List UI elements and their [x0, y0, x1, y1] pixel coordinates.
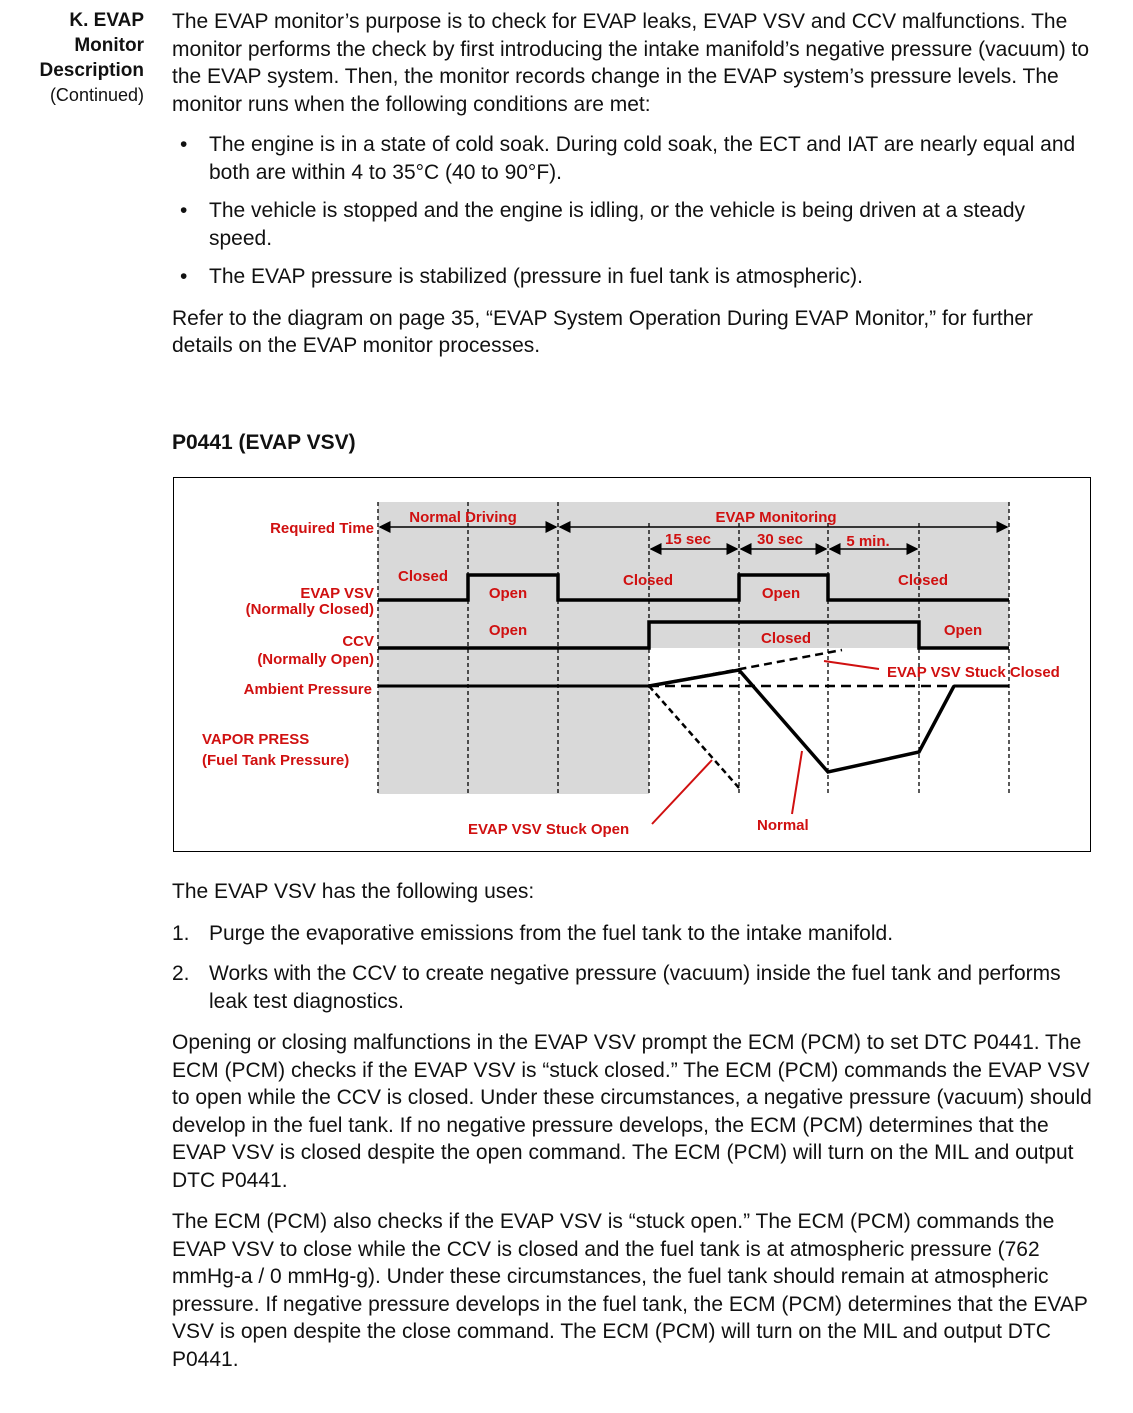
phase-15-sec: 15 sec: [665, 531, 711, 548]
sidebar-line-1: K. EVAP: [69, 10, 144, 31]
list-item: [172, 131, 1092, 186]
label-evap-vsv: EVAP VSV: [300, 585, 374, 602]
section-title: P0441 (EVAP VSV): [172, 431, 356, 454]
phase-30-sec: 30 sec: [757, 531, 803, 548]
bullet-icon: •: [180, 199, 188, 222]
list-item: [172, 920, 1092, 948]
list-item: [172, 197, 1092, 252]
state-ccv-closed: Closed: [760, 630, 812, 647]
phase-normal-driving: Normal Driving: [409, 509, 517, 526]
list-item: [172, 263, 1092, 291]
callout-normal: Normal: [757, 817, 809, 834]
stuck-open-trace: [649, 686, 739, 788]
stuck-closed-paragraph: Opening or closing malfunctions in the EVAP VSV prompt the ECM (PCM) to set DTC P0441. The ECM (PCM) checks if the EVAP VSV is “stuck closed.” The ECM (PCM) commands the EVAP VSV to open while the CCV is closed. Under these circumstances, a negative pressure (vacuum) should develop in the fuel tank. If no negative pressure develops, the ECM (PCM) determines that the EVAP VSV is closed despite the open command. The ECM (PCM) will turn on the MIL and output DTC P0441.: [172, 1031, 1092, 1192]
sidebar-line-2: Monitor: [74, 35, 144, 56]
intro-section: [172, 8, 1092, 360]
phase-evap-monitoring: EVAP Monitoring: [715, 509, 837, 526]
list-number: 2.: [172, 962, 190, 985]
callout-stuck-closed: EVAP VSV Stuck Closed: [887, 664, 1060, 681]
label-vapor-press: VAPOR PRESS: [202, 731, 310, 748]
list-text: Purge the evaporative emissions from the fuel tank to the intake manifold.: [209, 921, 894, 945]
bullet-text: The vehicle is stopped and the engine is idling, or the vehicle is being driven at a steady speed.: [209, 199, 1026, 250]
label-fuel-tank-pressure: (Fuel Tank Pressure): [202, 752, 350, 769]
stuck-open-paragraph: The ECM (PCM) also checks if the EVAP VSV is “stuck open.” The ECM (PCM) commands the EVAP VSV to close while the CCV is closed and the fuel tank is at atmospheric pressure (762 mmHg-a / 0 mmHg-g). Under these circumstances, the fuel tank should remain at atmospheric pressure. If negative pressure develops in the fuel tank, the ECM (PCM) determines that the EVAP VSV is open despite the close command. The ECM (PCM) will turn on the MIL and output DTC P0441.: [172, 1210, 1088, 1371]
sidebar-line-3: Description: [39, 60, 144, 81]
label-required-time: Required Time: [270, 520, 374, 537]
intro-paragraph: The EVAP monitor’s purpose is to check for EVAP leaks, EVAP VSV and CCV malfunctions. The monitor performs the check by first introducing the intake manifold’s negative pressure (vacuum) to the EVAP system. Then, the monitor records change in the EVAP system’s pressure levels. The monitor runs when the following conditions are met:: [172, 10, 1090, 116]
state-vsv-closed-3: Closed: [897, 572, 949, 589]
bullet-icon: •: [180, 265, 188, 288]
section-sidebar-heading: [14, 8, 144, 108]
sidebar-line-4: (Continued): [49, 85, 144, 105]
uses-section: [172, 878, 1092, 1373]
state-vsv-closed-1: Closed: [397, 568, 449, 585]
evap-timing-diagram: [173, 477, 1091, 852]
callout-stuck-open: EVAP VSV Stuck Open: [468, 821, 630, 838]
state-vsv-open-1: Open: [488, 585, 528, 602]
state-ccv-open-1: Open: [488, 622, 528, 639]
uses-list: [172, 920, 1092, 1016]
list-item: [172, 960, 1092, 1015]
bullet-text: The engine is in a state of cold soak. During cold soak, the ECT and IAT are nearly equal and both are within 4 to 35°C (40 to 90°F).: [209, 133, 1076, 184]
state-ccv-open-2: Open: [943, 622, 983, 639]
timing-diagram-svg: [174, 478, 1092, 853]
phase-5-min: 5 min.: [846, 533, 890, 550]
conditions-list: [172, 131, 1092, 291]
state-vsv-open-2: Open: [761, 585, 801, 602]
bullet-icon: •: [180, 133, 188, 156]
state-vsv-closed-2: Closed: [622, 572, 674, 589]
uses-intro: The EVAP VSV has the following uses:: [172, 880, 535, 903]
list-number: 1.: [172, 921, 190, 945]
bullet-text: The EVAP pressure is stabilized (pressure in fuel tank is atmospheric).: [209, 265, 864, 288]
refer-paragraph: Refer to the diagram on page 35, “EVAP System Operation During EVAP Monitor,” for further details on the EVAP monitor processes.: [172, 306, 1034, 357]
label-ambient-pressure: Ambient Pressure: [243, 681, 372, 698]
label-normally-open: (Normally Open): [257, 651, 374, 668]
label-normally-closed: (Normally Closed): [245, 601, 374, 618]
label-ccv: CCV: [342, 633, 374, 650]
list-text: Works with the CCV to create negative pressure (vacuum) inside the fuel tank and performs leak test diagnostics.: [209, 962, 1061, 1013]
